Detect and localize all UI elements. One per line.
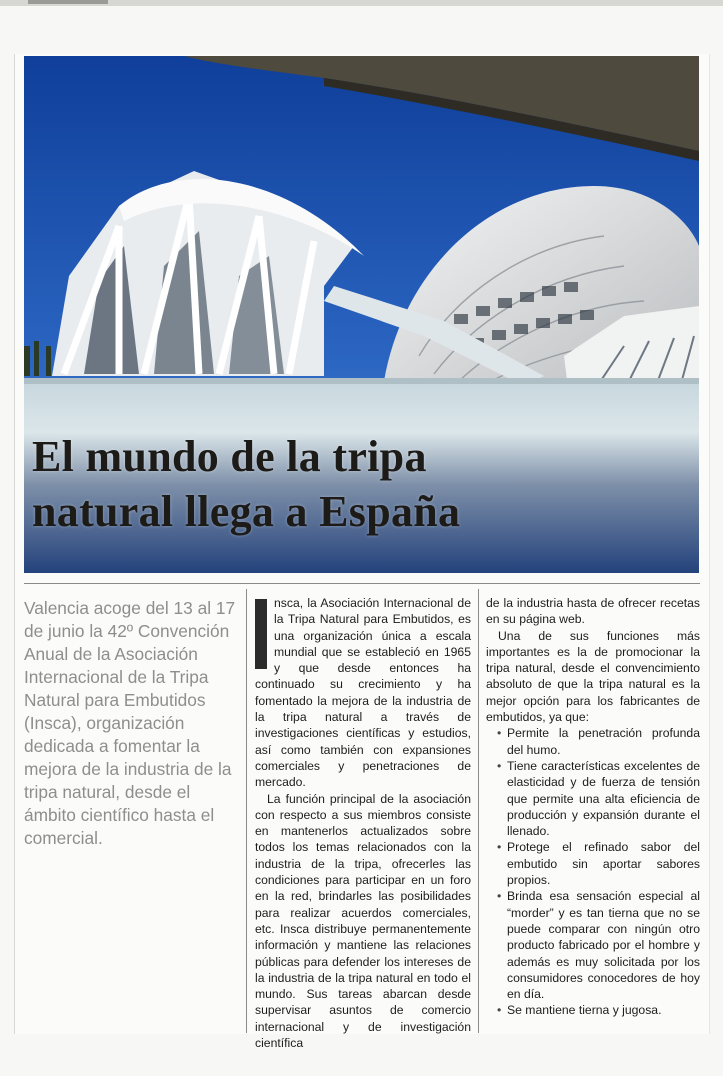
list-item: • Se mantiene tierna y jugosa. — [497, 1003, 662, 1018]
list-item: • Protege el refinado sabor del embutido sin aportar sabores propios. — [497, 840, 700, 888]
column-one-paragraph-1: nsca, la Asociación Internacional de la Tripa Natural para Embutidos, es una organización única a escala mundial que se estableció en 1965 y que desde entonces ha continuado su crecimiento y ha fomentado la mejora de la industria de la tripa natural a través de investigaciones científicas y estudios, así como también con expansiones comerciales y penetraciones de mercado. — [255, 596, 471, 790]
lead-paragraph: Valencia acoge del 13 al 17 de junio la 42º Convención Anual de la Asociación Internacional de la Tripa Natural para Embutidos (Insca), organización dedicada a fomentar la mejora de la industria de la tripa natural, desde el ámbito científico hasta el comercial. — [24, 598, 236, 848]
column-divider-left — [246, 589, 247, 1033]
bullet-icon: • — [497, 726, 502, 741]
list-item: • Brinda esa sensación especial al “morder” y es tan tierna que no se puede comparar con ningún otro producto fabricado por el hombre y además es muy solicitada por los consumidores conocedores de hoy en día. — [497, 889, 700, 1002]
bullet-icon: • — [497, 840, 502, 855]
column-two-paragraph-1: de la industria hasta de ofrecer recetas en su página web. — [486, 596, 700, 627]
benefits-list — [486, 725, 700, 1018]
column-divider-right — [478, 589, 479, 1033]
list-item: • Tiene características excelentes de elasticidad y de fuerza de tensión que permite una alta eficiencia de producción y expansión durante el llenado. — [497, 758, 700, 839]
column-one-paragraph-2: La función principal de la asociación con respecto a sus miembros consiste en mantenerlos actualizados sobre todos los temas relacionados con la industria de la tripa, ofrecerles las condiciones para participar en un foro en la red, brindarles las posibilidades para realizar acuerdos comerciales, etc. Insca distribuye permanentemente información y mantiene las relaciones públicas para defender los intereses de la industria de la tripa natural en todo el mundo. Sus tareas abarcan desde supervisar asuntos de comercio internacional y de investigación científica — [255, 791, 471, 1051]
headline-line-2: natural llega a España — [32, 486, 461, 536]
top-divider — [24, 583, 700, 584]
drop-cap-i — [255, 599, 267, 669]
page-top-mark — [28, 0, 108, 4]
bullet-icon: • — [497, 758, 502, 773]
headline-line-1: El mundo de la tripa — [32, 432, 427, 481]
column-two — [486, 595, 700, 1019]
bullet-icon: • — [497, 1003, 502, 1018]
list-item: • Permite la penetración profunda del humo. — [497, 726, 700, 757]
bullet-icon: • — [497, 889, 502, 904]
column-two-paragraph-2: Una de sus funciones más importantes es la de promocionar la tripa natural, desde el convencimiento absoluto de que la tripa natural es la mejor opción para los fabricantes de embutidos, ya que: — [486, 628, 700, 725]
column-one — [255, 595, 471, 1051]
headline — [32, 430, 692, 539]
page-top-strip — [0, 0, 723, 6]
